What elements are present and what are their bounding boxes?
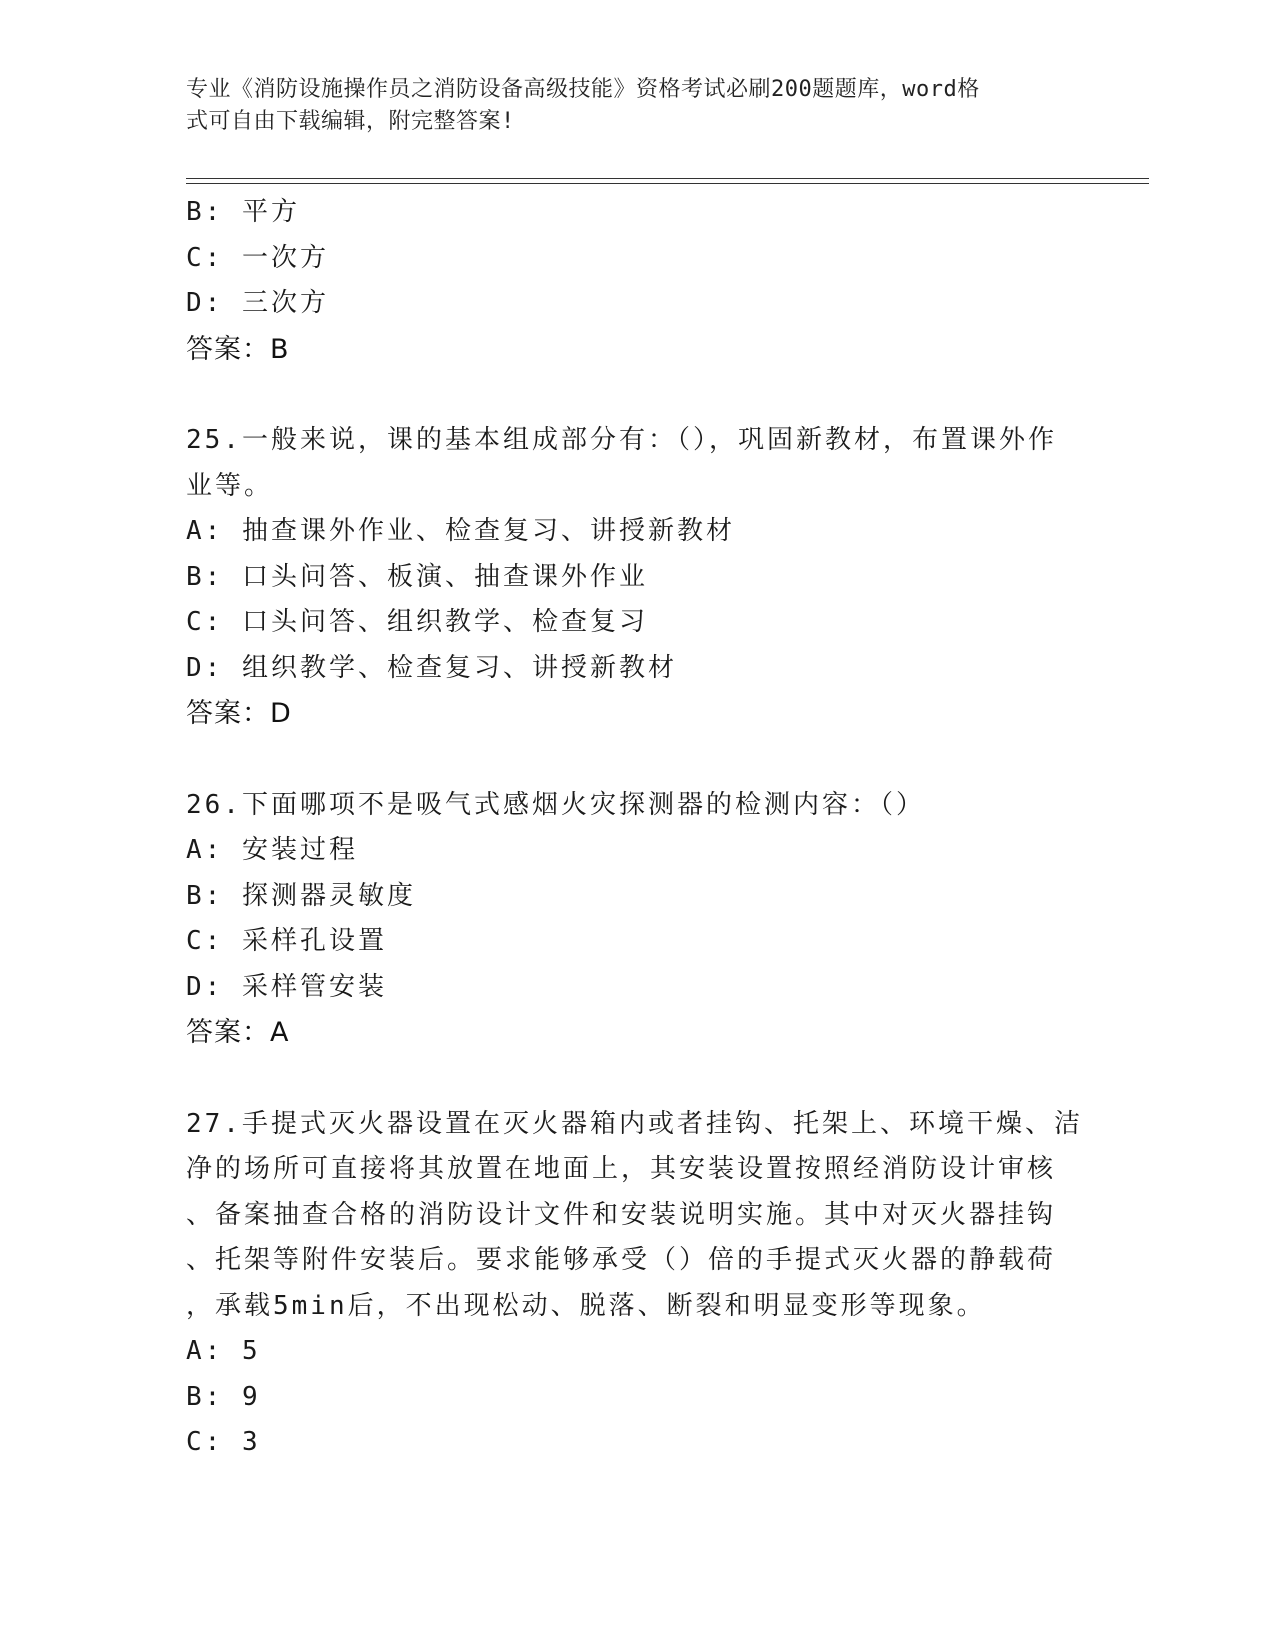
question-stem: 、备案抽查合格的消防设计文件和安装说明实施。其中对灭火器挂钩 <box>186 1199 1057 1230</box>
spacer <box>186 1056 1086 1102</box>
option-a: A: 安装过程 <box>186 835 358 865</box>
question-stem: ，承载5min后，不出现松动、脱落、断裂和明显变形等现象。 <box>186 1290 986 1321</box>
option-c: C: 3 <box>186 1427 261 1457</box>
option-b: B: 9 <box>186 1381 261 1412</box>
option-c: C: 采样孔设置 <box>186 926 387 956</box>
question-stem: 、托架等附件安装后。要求能够承受（）倍的手提式灭火器的静载荷 <box>186 1245 1057 1275</box>
answer-line: 答案：B <box>186 333 290 365</box>
question-stem: 25.一般来说，课的基本组成部分有：（），巩固新教材，布置课外作 <box>186 425 1057 455</box>
question-stem: 27.手提式灭火器设置在灭火器箱内或者挂钩、托架上、环境干燥、洁 <box>186 1108 1083 1139</box>
question-25 <box>186 418 1086 737</box>
option-a: A: 抽查课外作业、检查复习、讲授新教材 <box>186 516 735 546</box>
option-c: C: 一次方 <box>186 242 329 273</box>
question-stem: 业等。 <box>186 470 274 501</box>
answer-line: 答案：A <box>186 1017 290 1048</box>
option-b: B: 口头问答、板演、抽查课外作业 <box>186 561 648 592</box>
question-24 <box>186 190 1086 372</box>
option-b: B: 平方 <box>186 197 300 227</box>
option-c: C: 口头问答、组织教学、检查复习 <box>186 607 648 637</box>
header-divider-top <box>186 178 1149 179</box>
question-27 <box>186 1102 1086 1466</box>
option-d: D: 三次方 <box>186 288 329 318</box>
option-d: D: 采样管安装 <box>186 971 387 1002</box>
spacer <box>186 372 1086 418</box>
header-line-2: 式可自由下载编辑，附完整答案! <box>186 109 515 134</box>
question-content <box>186 190 1086 1466</box>
spacer <box>186 737 1086 783</box>
header-line-1: 专业《消防设施操作员之消防设备高级技能》资格考试必刷200题题库，word格 <box>186 77 980 102</box>
header-divider-bottom <box>186 183 1149 184</box>
option-a: A: 5 <box>186 1336 261 1366</box>
question-26 <box>186 783 1086 1056</box>
question-stem: 26.下面哪项不是吸气式感烟火灾探测器的检测内容：（） <box>186 789 925 820</box>
option-d: D: 组织教学、检查复习、讲授新教材 <box>186 652 677 683</box>
document-header <box>186 74 1066 138</box>
answer-line: 答案：D <box>186 698 292 729</box>
option-b: B: 探测器灵敏度 <box>186 880 416 911</box>
question-stem: 净的场所可直接将其放置在地面上，其安装设置按照经消防设计审核 <box>186 1154 1057 1184</box>
